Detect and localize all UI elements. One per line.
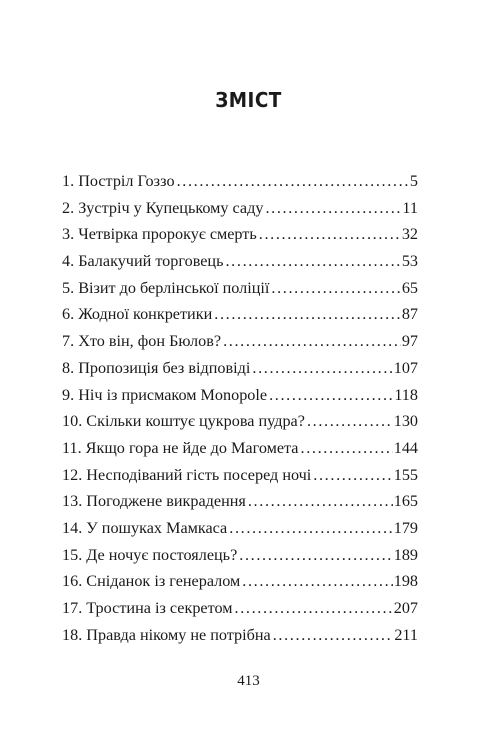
toc-entry-title: 16. Сніданок із генералом xyxy=(62,572,241,591)
toc-entry xyxy=(62,568,418,595)
dot-leader xyxy=(269,382,393,409)
dot-leader xyxy=(214,301,401,328)
toc-entry-title: 4. Балакучий торговець xyxy=(62,252,224,271)
dot-leader xyxy=(242,568,392,595)
toc-entry xyxy=(62,488,418,515)
toc-entry-page: 155 xyxy=(393,465,418,484)
dot-leader xyxy=(259,221,401,248)
toc-entry-title: 18. Правда нікому не потрібна xyxy=(62,625,271,644)
toc-entry-title: 15. Де ночує постоялець? xyxy=(62,545,238,564)
toc-entry-title: 7. Хто він, фон Бюлов? xyxy=(62,332,222,351)
page-number: 413 xyxy=(237,673,260,689)
dot-leader xyxy=(301,435,393,462)
dot-leader xyxy=(252,355,392,382)
toc-entry xyxy=(62,168,418,195)
page-title: ЗМІСТ xyxy=(215,88,282,112)
toc-entry-title: 14. У пошуках Мамкаса xyxy=(62,518,228,537)
toc-entry xyxy=(62,595,418,622)
dot-leader xyxy=(223,328,401,355)
toc-entry-page: 87 xyxy=(401,305,418,324)
toc-entry-title: 2. Зустріч у Купецькому саду xyxy=(62,198,264,217)
toc-entry-page: 118 xyxy=(394,385,418,404)
toc-entry-page: 207 xyxy=(393,599,418,617)
toc-entry-page: 165 xyxy=(393,492,418,511)
toc-entry xyxy=(62,328,418,355)
toc-entry-page: 211 xyxy=(394,625,418,644)
dot-leader xyxy=(313,462,392,489)
toc-entry xyxy=(62,622,418,649)
toc-entry xyxy=(62,355,418,382)
toc-entry-page: 65 xyxy=(401,278,418,297)
toc-entry xyxy=(62,408,418,435)
toc-entry-title: 6. Жодної конкретики xyxy=(62,305,213,324)
toc-entry-page: 53 xyxy=(401,252,418,271)
dot-leader xyxy=(229,515,392,542)
toc-entry-title: 17. Тростина із секретом xyxy=(62,599,233,617)
toc-entry xyxy=(62,301,418,328)
dot-leader xyxy=(225,248,400,275)
toc-entry-page: 189 xyxy=(393,545,418,564)
dot-leader xyxy=(177,168,409,195)
toc-entry-page: 198 xyxy=(393,572,418,591)
toc-entry xyxy=(62,435,418,462)
toc-entry-page: 130 xyxy=(393,412,418,431)
toc-entry-title: 3. Четвірка пророкує смерть xyxy=(62,225,257,244)
toc-entry-title: 5. Візит до берлінської поліції xyxy=(62,278,270,297)
toc-entry-title: 12. Несподіваний гість посеред ночі xyxy=(62,465,312,484)
toc-entry-page: 97 xyxy=(401,332,418,351)
toc-entry xyxy=(62,221,418,248)
toc-entry xyxy=(62,382,418,409)
toc-entry-page: 32 xyxy=(401,225,418,244)
toc-entry xyxy=(62,248,418,275)
toc-entry-page: 107 xyxy=(393,358,418,377)
toc-entry-page: 5 xyxy=(409,172,418,190)
toc-entry-page: 179 xyxy=(393,518,418,537)
dot-leader xyxy=(239,542,392,569)
toc-entry xyxy=(62,462,418,489)
toc-entry-page: 11 xyxy=(402,198,418,217)
toc-entry xyxy=(62,515,418,542)
dot-leader xyxy=(273,622,394,649)
table-of-contents xyxy=(62,168,418,648)
dot-leader xyxy=(235,595,393,622)
toc-entry-title: 9. Ніч із присмаком Monopole xyxy=(62,385,268,404)
toc-entry xyxy=(62,195,418,222)
dot-leader xyxy=(248,488,393,515)
toc-entry-title: 11. Якщо гора не йде до Магомета xyxy=(62,438,299,457)
toc-entry-page: 144 xyxy=(393,438,418,457)
dot-leader xyxy=(271,275,400,302)
toc-entry-title: 13. Погоджене викрадення xyxy=(62,492,246,511)
toc-entry-title: 8. Пропозиція без відповіді xyxy=(62,358,251,377)
toc-entry xyxy=(62,542,418,569)
toc-entry xyxy=(62,275,418,302)
toc-entry-title: 1. Постріл Гоззо xyxy=(62,172,175,190)
dot-leader xyxy=(307,408,393,435)
toc-entry-title: 10. Скільки коштує цукрова пудра? xyxy=(62,412,305,431)
dot-leader xyxy=(265,195,401,222)
